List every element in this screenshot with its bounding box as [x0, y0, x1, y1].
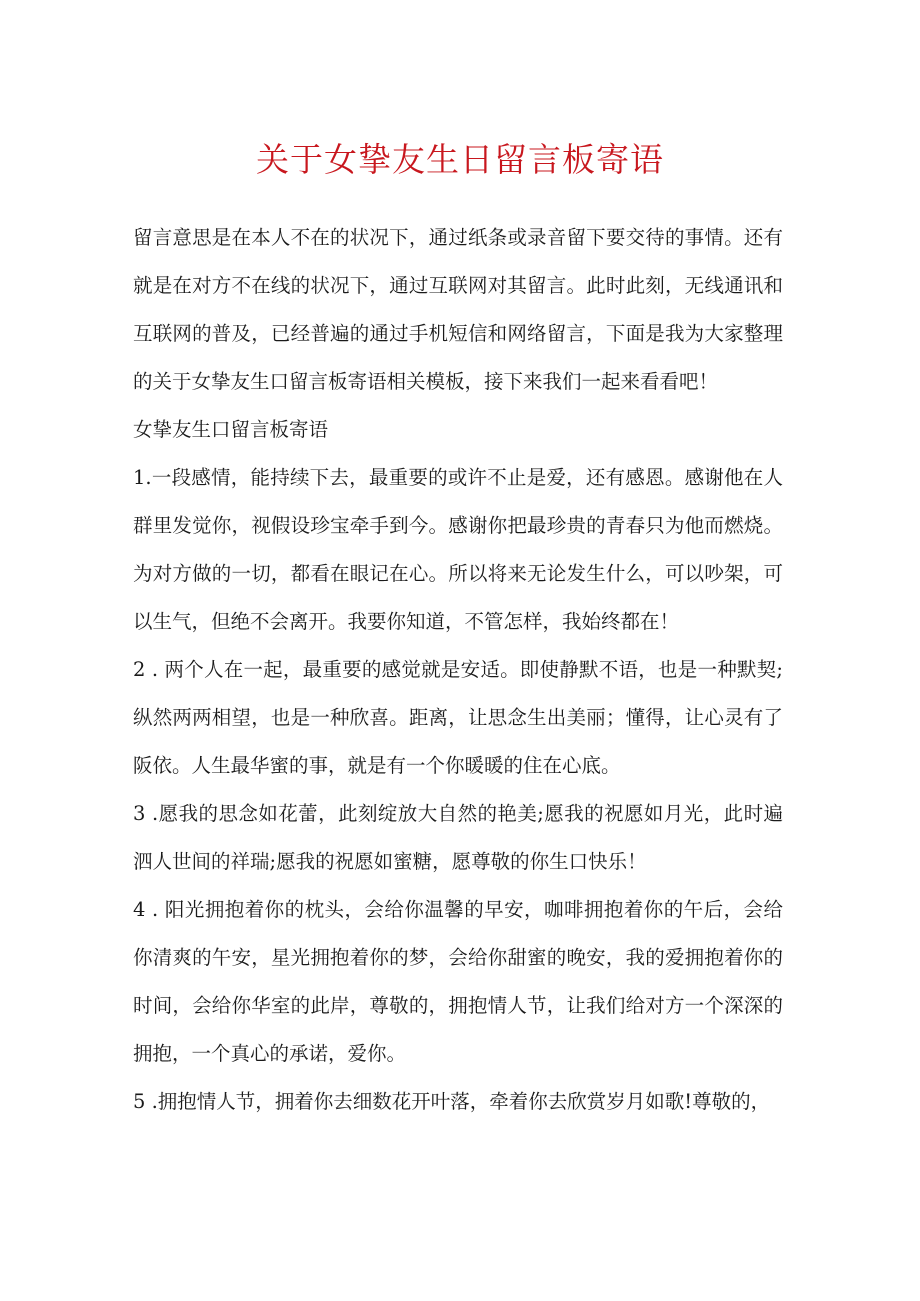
- list-item: 5 .拥抱情人节，拥着你去细数花开叶落，牵着你去欣赏岁月如歌!尊敬的，: [133, 1090, 771, 1113]
- document-title: 关于女挚友生日留言板寄语: [256, 140, 664, 179]
- section-subheading: 女挚友生口留言板寄语: [133, 418, 329, 441]
- document-body: [133, 214, 783, 1126]
- intro-paragraph: 留言意思是在本人不在的状况下，通过纸条或录音留下要交待的事情。还有就是在对方不在线的状况下，通过互联网对其留言。此时此刻，无线通讯和互联网的普及，已经普遍的通过手机短信和网络留言，下面是我为大家整理的关于女挚友生口留言板寄语相关模板，接下来我们一起来看看吧！: [133, 226, 783, 393]
- list-item: 3 .愿我的思念如花蕾，此刻绽放大自然的艳美;愿我的祝愿如月光，此时遍泗人世间的祥瑞;愿我的祝愿如蜜糖，愿尊敬的你生口快乐！: [133, 802, 783, 873]
- list-item: 4 . 阳光拥抱着你的枕头，会给你温馨的早安，咖啡拥抱着你的午后，会给你清爽的午安，星光拥抱着你的梦，会给你甜蜜的晚安，我的爱拥抱着你的时间，会给你华室的此岸，尊敬的，拥抱情人节，让我们给对方一个深深的拥抱，一个真心的承诺，爱你。: [133, 898, 783, 1065]
- list-item: 1.一段感情，能持续下去，最重要的或许不止是爱，还有感恩。感谢他在人群里发觉你，视假设珍宝牵手到今。感谢你把最珍贵的青春只为他而燃烧。为对方做的一切，都看在眼记在心。所以将来无论发生什么，可以吵架，可以生气，但绝不会离开。我要你知道，不管怎样，我始终都在！: [133, 466, 783, 633]
- list-item: 2 . 两个人在一起，最重要的感觉就是安适。即使静默不语，也是一种默契;纵然两两相望，也是一种欣喜。距离，让思念生出美丽；懂得，让心灵有了阪依。人生最华蜜的事，就是有一个你暖暖的住在心底。: [133, 658, 783, 777]
